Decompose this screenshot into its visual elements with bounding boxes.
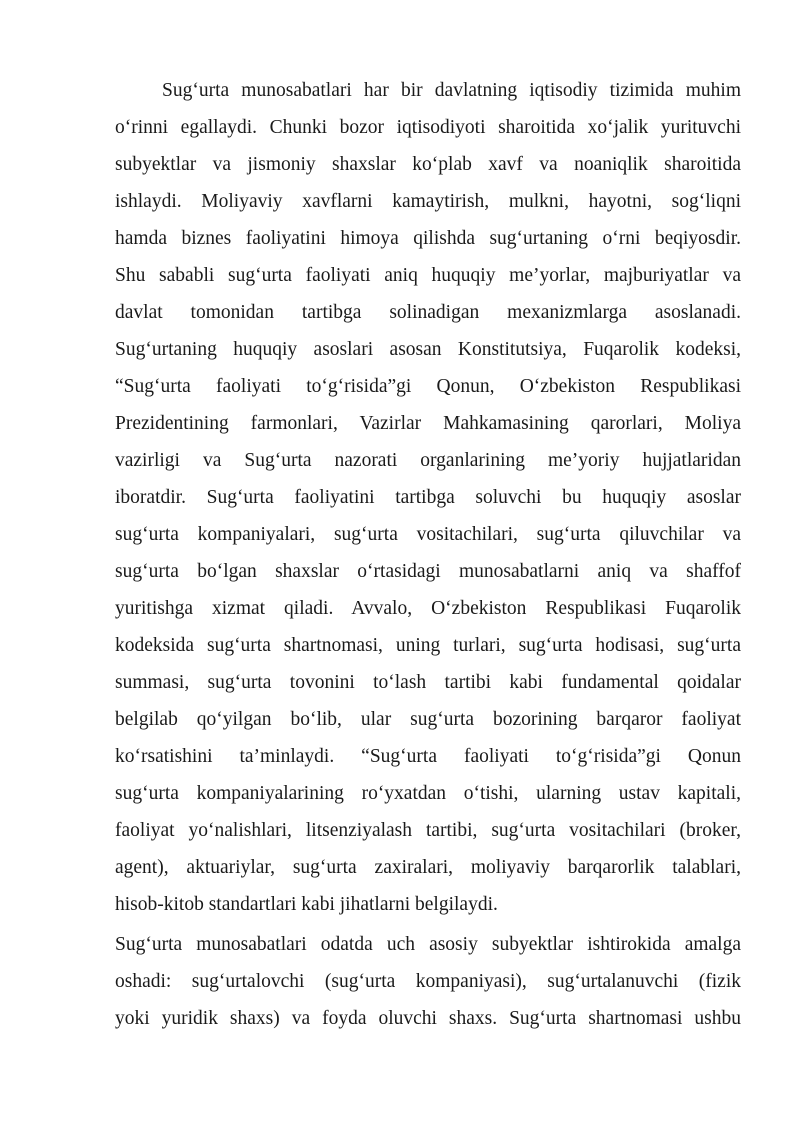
text-line: hamda biznes faoliyatini himoya qilishda sug‘urtaning o‘rni beqiyosdir. (115, 228, 741, 249)
text-line: sug‘urta kompaniyalarining ro‘yxatdan o‘tishi, ularning ustav kapitali, (115, 783, 741, 804)
text-line: subyektlar va jismoniy shaxslar ko‘plab xavf va noaniqlik sharoitida (115, 154, 741, 175)
text-line: yuritishga xizmat qiladi. Avvalo, O‘zbekiston Respublikasi Fuqarolik (115, 598, 741, 619)
text-line: agent), aktuariylar, sug‘urta zaxiralari, moliyaviy barqarorlik talablari, (115, 857, 741, 878)
text-line: Sug‘urtaning huquqiy asoslari asosan Konstitutsiya, Fuqarolik kodeksi, (115, 339, 741, 360)
text-line: vazirligi va Sug‘urta nazorati organlarining me’yoriy hujjatlaridan (115, 450, 741, 471)
text-line: belgilab qo‘yilgan bo‘lib, ular sug‘urta bozorining barqaror faoliyat (115, 709, 741, 730)
text-line: kodeksida sug‘urta shartnomasi, uning turlari, sug‘urta hodisasi, sug‘urta (115, 635, 741, 656)
text-line: hisob-kitob standartlari kabi jihatlarni belgilaydi. (115, 894, 498, 915)
text-line: iboratdir. Sug‘urta faoliyatini tartibga soluvchi bu huquqiy asoslar (115, 487, 741, 508)
text-line: yoki yuridik shaxs) va foyda oluvchi shaxs. Sug‘urta shartnomasi ushbu (115, 1008, 741, 1029)
text-line: ishlaydi. Moliyaviy xavflarni kamaytirish, mulkni, hayotni, sog‘liqni (115, 191, 741, 212)
text-line: summasi, sug‘urta tovonini to‘lash tartibi kabi fundamental qoidalar (115, 672, 741, 693)
text-line: oshadi: sug‘urtalovchi (sug‘urta kompaniyasi), sug‘urtalanuvchi (fizik (115, 971, 741, 992)
text-line: Sug‘urta munosabatlari har bir davlatning iqtisodiy tizimida muhim (162, 80, 741, 101)
text-line: Prezidentining farmonlari, Vazirlar Mahkamasining qarorlari, Moliya (115, 413, 741, 434)
text-line: faoliyat yo‘nalishlari, litsenziyalash tartibi, sug‘urta vositachilari (broker, (115, 820, 741, 841)
text-line: “Sug‘urta faoliyati to‘g‘risida”gi Qonun, O‘zbekiston Respublikasi (115, 376, 741, 397)
text-line: Sug‘urta munosabatlari odatda uch asosiy subyektlar ishtirokida amalga (115, 934, 741, 955)
text-line: sug‘urta kompaniyalari, sug‘urta vositachilari, sug‘urta qiluvchilar va (115, 524, 741, 545)
text-line: Shu sababli sug‘urta faoliyati aniq huquqiy me’yorlar, majburiyatlar va (115, 265, 741, 286)
text-line: ko‘rsatishini ta’minlaydi. “Sug‘urta faoliyati to‘g‘risida”gi Qonun (115, 746, 741, 767)
text-line: o‘rinni egallaydi. Chunki bozor iqtisodiyoti sharoitida xo‘jalik yurituvchi (115, 117, 741, 138)
text-line: davlat tomonidan tartibga solinadigan mexanizmlarga asoslanadi. (115, 302, 741, 323)
text-line: sug‘urta bo‘lgan shaxslar o‘rtasidagi munosabatlarni aniq va shaffof (115, 561, 741, 582)
